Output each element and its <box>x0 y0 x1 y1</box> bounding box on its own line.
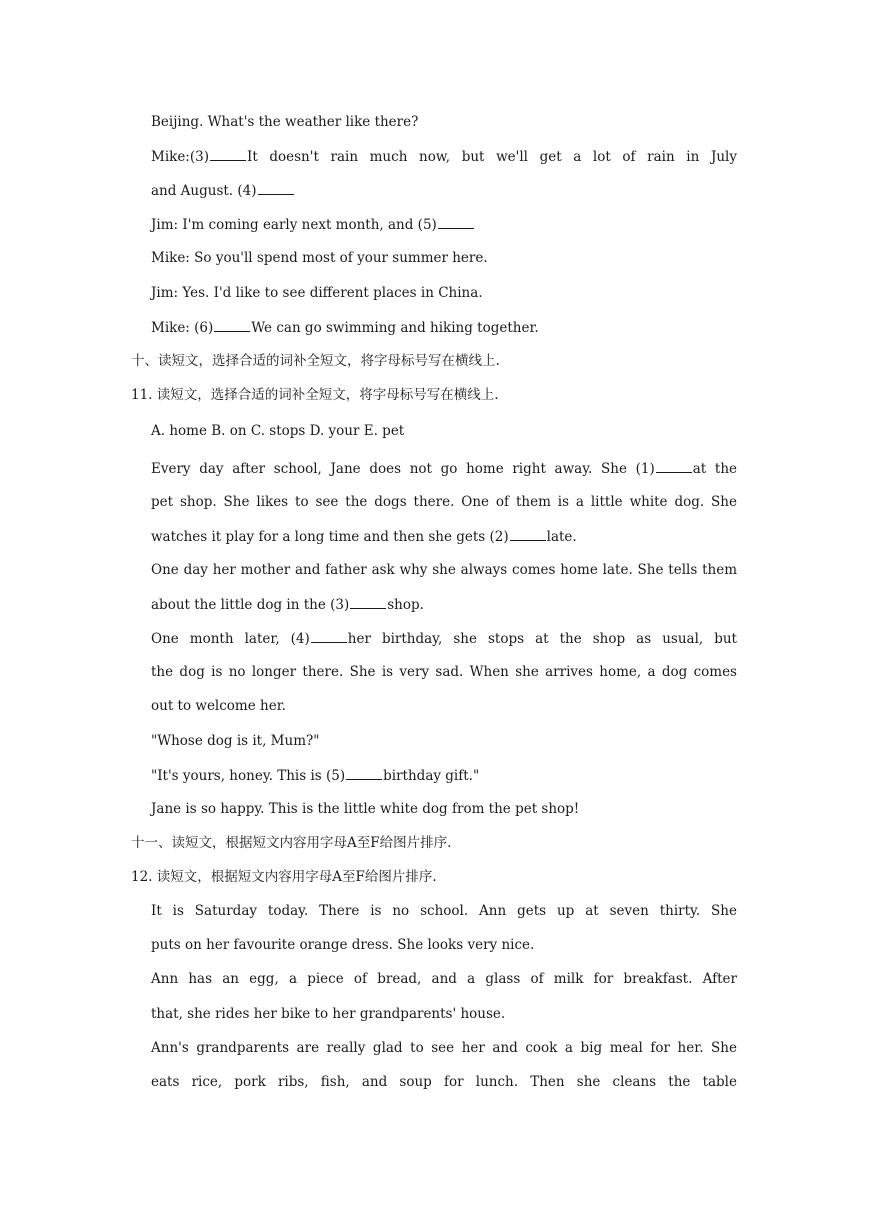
dialogue-text: Jim: I'm coming early next month, and (5) <box>151 217 437 233</box>
passage-line: Ann's grandparents are really glad to see her and cook a big meal for her. She <box>151 1040 737 1056</box>
question-title: 12. 读短文，根据短文内容用字母A至F给图片排序. <box>131 869 437 885</box>
answer-blank[interactable] <box>438 214 474 229</box>
passage-line: One day her mother and father ask why she always comes home late. She tells them <box>151 562 737 578</box>
passage-line: that, she rides her bike to her grandparents' house. <box>151 1006 506 1022</box>
word-options: A. home B. on C. stops D. your E. pet <box>151 423 405 439</box>
answer-blank[interactable] <box>510 526 546 541</box>
passage-text: Every day after school, Jane does not go home right away. She (1) <box>151 461 655 477</box>
dialogue-text: Mike: (6) <box>151 320 214 336</box>
passage-line: out to welcome her. <box>151 698 286 714</box>
answer-blank[interactable] <box>346 765 382 780</box>
answer-blank[interactable] <box>210 146 246 161</box>
dialogue-text: Beijing. What's the weather like there? <box>151 114 419 130</box>
dialogue-line <box>151 214 475 234</box>
passage-text: at the <box>692 461 738 477</box>
passage-text: birthday gift." <box>383 768 480 784</box>
passage-text: about the little dog in the (3) <box>151 597 350 613</box>
section-heading: 十一、读短文，根据短文内容用字母A至F给图片排序. <box>131 835 452 851</box>
passage-text: "It's yours, honey. This is (5) <box>151 768 346 784</box>
dialogue-line <box>151 248 488 268</box>
dialogue-line <box>151 112 418 132</box>
dialogue-line <box>151 180 295 200</box>
passage-line <box>151 628 737 648</box>
passage-line: "Whose dog is it, Mum?" <box>151 733 320 749</box>
dialogue-text: We can go swimming and hiking together. <box>251 320 539 336</box>
passage-line: puts on her favourite orange dress. She looks very nice. <box>151 937 535 953</box>
passage-line <box>151 594 424 614</box>
passage-text: One month later, (4) <box>151 631 310 647</box>
dialogue-line <box>151 317 539 337</box>
passage-line: pet shop. She likes to see the dogs there. One of them is a little white dog. She <box>151 494 737 510</box>
passage-text: late. <box>546 529 577 545</box>
passage-line <box>151 765 479 785</box>
answer-blank[interactable] <box>656 458 692 473</box>
dialogue-text: Mike: So you'll spend most of your summer here. <box>151 250 488 266</box>
passage-line: eats rice, pork ribs, fish, and soup for lunch. Then she cleans the table <box>151 1074 737 1090</box>
answer-blank[interactable] <box>258 180 294 195</box>
passage-line: Ann has an egg, a piece of bread, and a glass of milk for breakfast. After <box>151 971 737 987</box>
dialogue-text: Mike:(3) <box>151 149 209 165</box>
passage-line <box>151 458 737 478</box>
dialogue-line <box>151 283 483 303</box>
answer-blank[interactable] <box>214 317 250 332</box>
passage-line: Jane is so happy. This is the little white dog from the pet shop! <box>151 801 580 817</box>
answer-blank[interactable] <box>311 628 347 643</box>
dialogue-text: It doesn't rain much now, but we'll get a lot of rain in July <box>246 149 737 165</box>
passage-text: her birthday, she stops at the shop as usual, but <box>347 631 737 647</box>
passage-line: the dog is no longer there. She is very sad. When she arrives home, a dog comes <box>151 664 737 680</box>
answer-blank[interactable] <box>350 594 386 609</box>
section-heading: 十、读短文，选择合适的词补全短文，将字母标号写在横线上. <box>131 353 500 369</box>
passage-text: shop. <box>387 597 424 613</box>
passage-line: It is Saturday today. There is no school. Ann gets up at seven thirty. She <box>151 903 737 919</box>
passage-line <box>151 526 577 546</box>
dialogue-text: and August. (4) <box>151 183 257 199</box>
passage-text: watches it play for a long time and then she gets (2) <box>151 529 509 545</box>
dialogue-text: Jim: Yes. I'd like to see different places in China. <box>151 285 483 301</box>
question-title: 11. 读短文，选择合适的词补全短文，将字母标号写在横线上. <box>131 387 499 403</box>
dialogue-line <box>151 146 737 166</box>
